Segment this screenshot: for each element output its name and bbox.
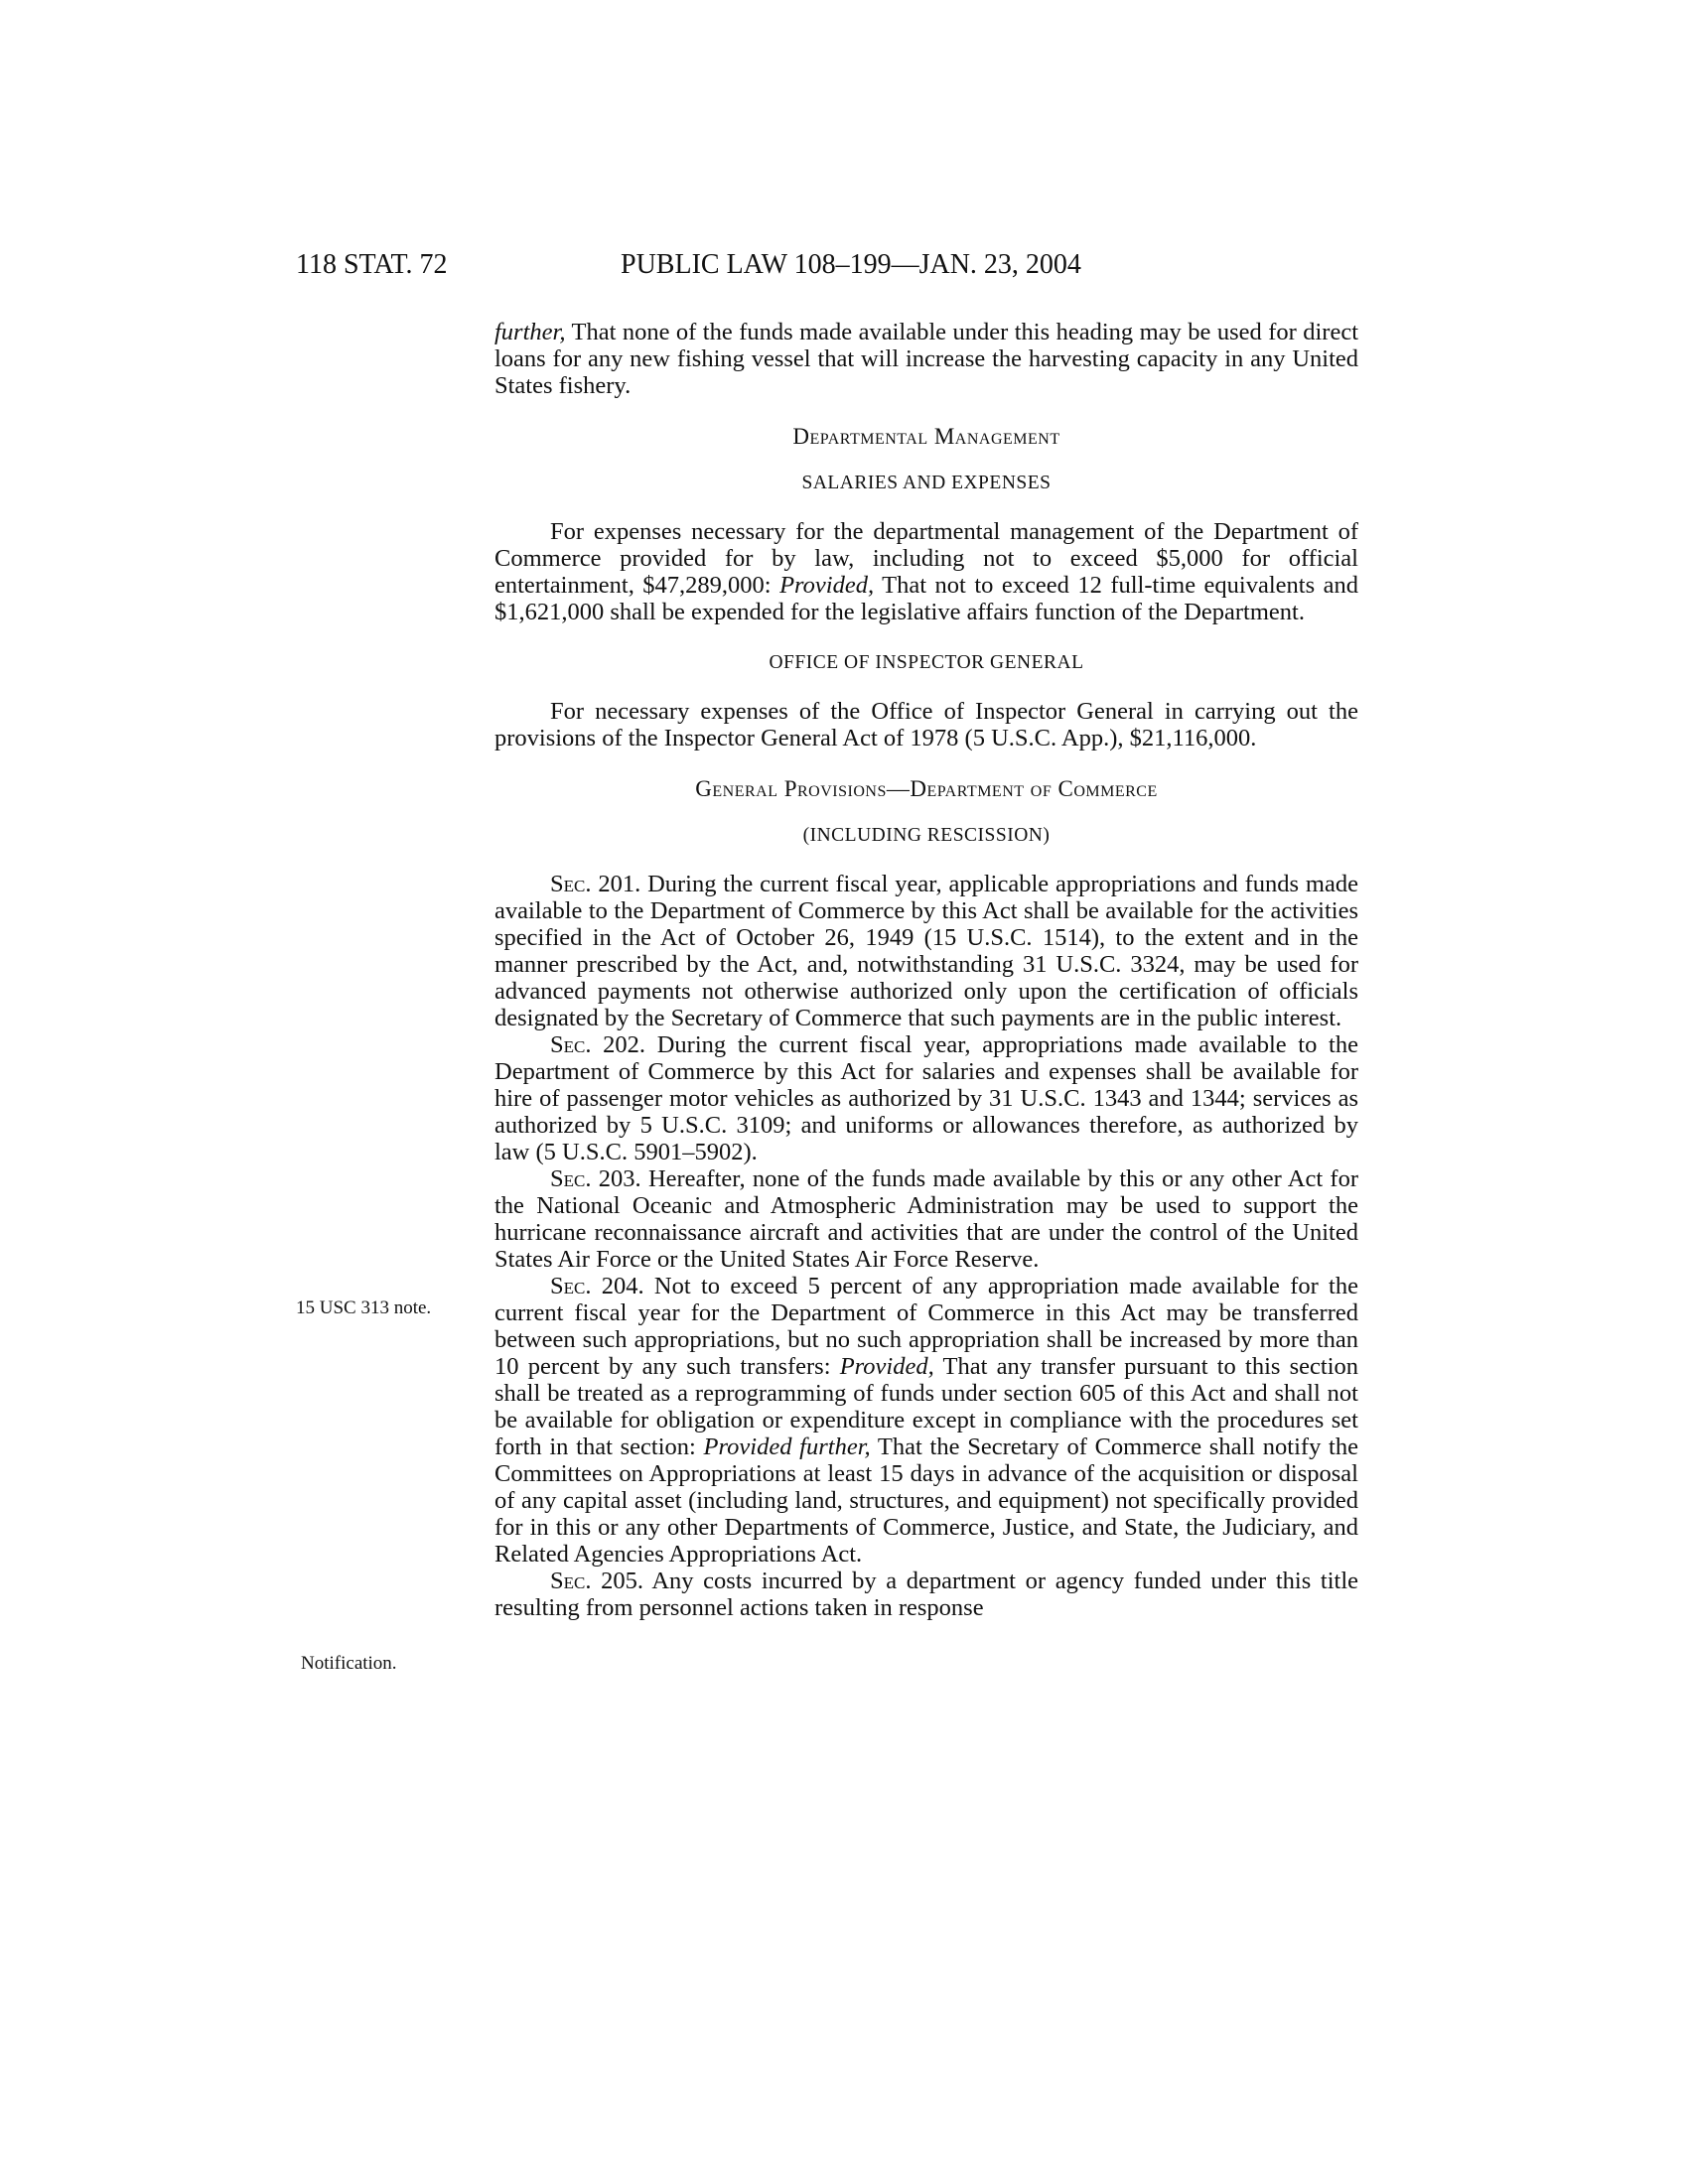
section-204 bbox=[494, 1273, 1358, 1568]
section-label: Sec. 203. bbox=[550, 1165, 641, 1192]
statute-page-number: 118 STAT. 72 bbox=[296, 249, 448, 280]
main-text-column bbox=[494, 319, 1358, 1621]
oig-paragraph: For necessary expenses of the Office of Inspector General in carrying out the provisions of the Inspector General Act of 1978 (5 U.S.C. App.), $21,116,000. bbox=[494, 698, 1358, 751]
paragraph-text: Not to exceed 5 percent of any appropriation made available for the current fiscal year for the Department of Commerce in this Act may be transferred between such appropriations, but no such appropriation shall be increased by more than 10 percent by any such transfers: bbox=[494, 1273, 1358, 1380]
heading-office-of-inspector-general: OFFICE OF INSPECTOR GENERAL bbox=[769, 652, 1084, 673]
section-label: Sec. 202. bbox=[550, 1031, 646, 1058]
paragraph-text: During the current fiscal year, appropriations made available to the Department of Commerce by this Act for salaries and expenses shall be available for hire of passenger motor vehicles as authorized by 31 U.S.C. 1343 and 1344; services as authorized by 5 U.S.C. 3109; and uniforms or allowances therefore, as authorized by law (5 U.S.C. 5901–5902). bbox=[494, 1031, 1358, 1165]
paragraph-text: During the current fiscal year, applicable appropriations and funds made available to the Department of Commerce by this Act shall be available for the activities specified in the Act of October 26, 1949 (15 U.S.C. 1514), to the extent and in the manner prescribed by the Act, and, notwithstanding 31 U.S.C. 3324, may be used for advanced payments not otherwise authorized only upon the certification of officials designated by the Secretary of Commerce that such payments are in the public interest. bbox=[494, 871, 1358, 1031]
heading-departmental-management: Departmental Management bbox=[792, 424, 1060, 449]
paragraph-text: That the Secretary of Commerce shall notify the Committees on Appropriations at least 15 days in advance of the acquisition or disposal of any capital asset (including land, structures, and equipment) not specifically provided for in this or any other Departments of Commerce, Justice, and State, the Judiciary, and Related Agencies Appropriations Act. bbox=[494, 1433, 1358, 1568]
margin-note-usc: 15 USC 313 note. bbox=[296, 1297, 432, 1318]
margin-note-notification: Notification. bbox=[301, 1653, 397, 1674]
emphasis: Provided, bbox=[779, 572, 875, 599]
salaries-paragraph bbox=[494, 518, 1358, 625]
section-label: Sec. 205. bbox=[550, 1568, 644, 1594]
section-202 bbox=[494, 1031, 1358, 1165]
section-label: Sec. 201. bbox=[550, 871, 641, 897]
paragraph-text: That none of the funds made available under this heading may be used for direct loans for any new fishing vessel that will increase the harvesting capacity in any United States fishery. bbox=[494, 319, 1358, 399]
section-label: Sec. 204. bbox=[550, 1273, 644, 1299]
emphasis: further, bbox=[494, 319, 566, 345]
paragraph-text: Any costs incurred by a department or agency funded under this title resulting from personnel actions taken in response bbox=[494, 1568, 1358, 1621]
paragraph-text: Hereafter, none of the funds made available by this or any other Act for the National Oceanic and Atmospheric Administration may be used to support the hurricane reconnaissance aircraft and activities that are under the control of the United States Air Force or the United States Air Force Reserve. bbox=[494, 1165, 1358, 1273]
continued-paragraph bbox=[494, 319, 1358, 399]
heading-general-provisions: General Provisions—Department of Commerce bbox=[695, 776, 1158, 801]
paragraph-text: That any transfer pursuant to this section shall be treated as a reprogramming of funds under section 605 of this Act and shall not be available for obligation or expenditure except in compliance with the procedures set forth in that section: bbox=[494, 1353, 1359, 1460]
paragraph-text: For expenses necessary for the departmental management of the Department of Commerce provided for by law, including not to exceed $5,000 for official entertainment, $47,289,000: bbox=[494, 518, 1358, 599]
emphasis: Provided, bbox=[839, 1353, 934, 1380]
section-203 bbox=[494, 1165, 1358, 1273]
heading-salaries-and-expenses: SALARIES AND EXPENSES bbox=[801, 473, 1052, 493]
paragraph-text: That not to exceed 12 full-time equivalents and $1,621,000 shall be expended for the legislative affairs function of the Department. bbox=[494, 572, 1358, 625]
section-205 bbox=[494, 1568, 1358, 1621]
public-law-title: PUBLIC LAW 108–199—JAN. 23, 2004 bbox=[621, 249, 1081, 280]
section-201 bbox=[494, 871, 1358, 1031]
page-header bbox=[0, 248, 1688, 282]
emphasis: Provided further, bbox=[703, 1433, 871, 1460]
heading-including-rescission: (INCLUDING RESCISSION) bbox=[802, 825, 1051, 846]
